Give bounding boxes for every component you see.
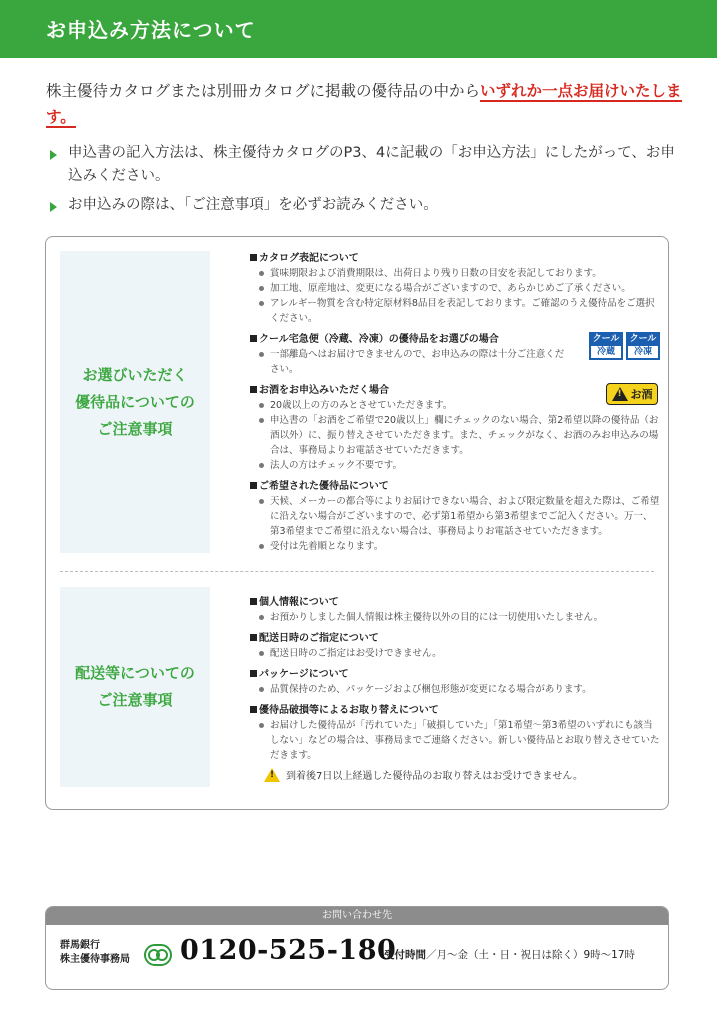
section-title: 個人情報について <box>250 595 660 610</box>
bullet-list <box>50 142 680 223</box>
intro-text <box>46 78 686 130</box>
section-delivery-date <box>250 631 660 661</box>
section-package <box>250 667 660 697</box>
section-catalog <box>250 251 660 326</box>
org-office: 株主優待事務局 <box>60 954 130 965</box>
contact-organization <box>60 939 130 967</box>
list-item: 加工地、原産地は、変更になる場合がございますので、あらかじめご了承ください。 <box>250 281 660 296</box>
org-name: 群馬銀行 <box>60 940 100 951</box>
contact-body <box>46 925 668 989</box>
side-panel-label: ご注意事項 <box>97 691 173 709</box>
list-item: お届けした優待品が「汚れていた」「破損していた」「第1希望〜第3希望のいずれにも該当しない」などの場合は、事務局までご連絡ください。新しい優待品とお取り替えさせていただきます。 <box>250 718 660 763</box>
side-panel-items <box>60 251 210 553</box>
triangle-bullet-icon <box>50 202 57 212</box>
list-item: 申込書の「お酒をご希望で20歳以上」欄にチェックのない場合、第2希望以降の優待品（お酒以外）に、振り替えさせていただきます。また、チェックがなく、お酒のみお申込みの場合は、事務局よりお電話させていただきます。 <box>250 413 660 458</box>
contact-heading: お問い合わせ先 <box>46 907 668 925</box>
side-panel-delivery <box>60 587 210 787</box>
section-title: ご希望された優待品について <box>250 479 660 494</box>
section-title: カタログ表記について <box>250 251 660 266</box>
header-bar <box>0 0 717 58</box>
contact-box <box>45 906 669 990</box>
phone-number[interactable]: 0120-525-180 <box>180 935 397 966</box>
warning-icon <box>264 768 280 782</box>
page-title: お申込み方法について <box>46 18 256 42</box>
items-notes-column <box>250 251 660 560</box>
list-item: 天候、メーカーの都合等によりお届けできない場合、および限定数量を超えた際は、ご希望に沿えない場合がございますので、必ず第1希望から第3希望までご記入ください。万一、第3希望までご希望に沿えない場合は、事務局よりお電話させていただきます。 <box>250 494 660 539</box>
delivery-notes-column <box>250 595 660 769</box>
section-title: 優待品破損等によるお取り替えについて <box>250 703 660 718</box>
bullet-item <box>50 194 680 217</box>
list-item: 一部離島へはお届けできませんので、お申込みの際は十分ご注意ください。 <box>250 347 660 377</box>
free-dial-icon <box>144 944 172 966</box>
section-requested-items <box>250 479 660 554</box>
bullet-text: お申込みの際は、「ご注意事項」を必ずお読みください。 <box>68 197 438 213</box>
replacement-note <box>264 767 583 782</box>
section-sake <box>250 383 660 473</box>
list-item: 法人の方はチェック不要です。 <box>250 458 660 473</box>
notice-box <box>45 236 669 810</box>
bullet-text: 申込書の記入方法は、株主優待カタログのP3、4に記載の「お申込方法」にしたがって、お申込みください。 <box>68 145 675 184</box>
section-title: お酒をお申込みいただく場合 <box>250 383 660 398</box>
list-item: 配送日時のご指定はお受けできません。 <box>250 646 660 661</box>
side-panel-label: ご注意事項 <box>97 419 173 438</box>
list-item: 品質保持のため、パッケージおよび梱包形態が変更になる場合があります。 <box>250 682 660 697</box>
business-hours: 受付時間／月〜金（土・日・祝日は除く）9時〜17時 <box>384 949 636 961</box>
cool-frozen-icon: クール 冷凍 <box>626 332 660 360</box>
side-panel-label: 配送等についての <box>75 664 195 682</box>
bullet-item <box>50 142 680 188</box>
section-divider <box>60 571 654 572</box>
triangle-bullet-icon <box>50 150 57 160</box>
section-title: クール宅急便（冷蔵、冷凍）の優待品をお選びの場合 <box>250 332 660 347</box>
sake-warning-icon: ! お酒 <box>606 383 658 405</box>
list-item: アレルギー物質を含む特定原材料8品目を表記しております。ご確認のうえ優待品をご選択ください。 <box>250 296 660 326</box>
list-item: 20歳以上の方のみとさせていただきます。 <box>250 398 660 413</box>
section-cool <box>250 332 660 377</box>
cool-badges <box>589 332 660 360</box>
section-title: 配送日時のご指定について <box>250 631 660 646</box>
note-text: 到着後7日以上経過した優待品のお取り替えはお受けできません。 <box>286 771 583 782</box>
side-panel-label: お選びいただく <box>82 365 188 384</box>
list-item: 賞味期限および消費期限は、出荷日より残り日数の目安を表記しております。 <box>250 266 660 281</box>
cool-refrigerated-icon: クール 冷蔵 <box>589 332 623 360</box>
section-privacy <box>250 595 660 625</box>
list-item: 受付は先着順となります。 <box>250 539 660 554</box>
list-item: お預かりしました個人情報は株主優待以外の目的には一切使用いたしません。 <box>250 610 660 625</box>
intro-body: 株主優待カタログまたは別冊カタログに掲載の優待品の中から <box>46 82 481 100</box>
section-replacement <box>250 703 660 763</box>
side-panel-label: 優待品についての <box>75 392 195 411</box>
section-title: パッケージについて <box>250 667 660 682</box>
intro-highlight: いずれか一点お届けいたします。 <box>46 82 682 126</box>
